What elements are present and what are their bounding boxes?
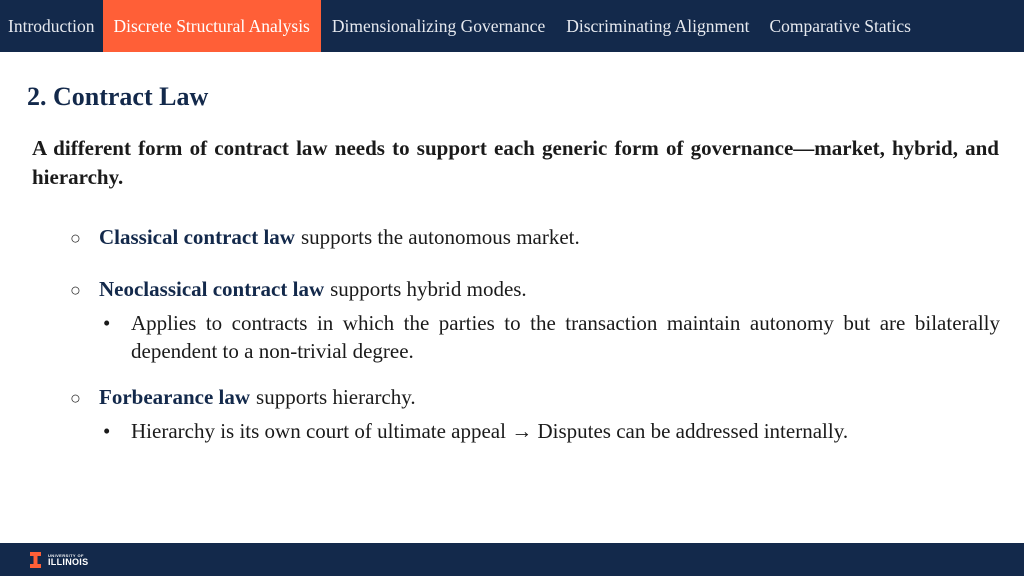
sub-point — [99, 309, 1000, 365]
list-item-neoclassical — [70, 274, 1000, 365]
block-i-icon — [30, 552, 41, 568]
bullet-icon: • — [103, 311, 111, 335]
top-navigation — [0, 0, 1024, 52]
list-item-forbearance — [70, 382, 1000, 445]
item-text: supports the autonomous market. — [300, 225, 580, 249]
term-neoclassical-contract-law: Neoclassical contract law — [99, 277, 325, 301]
circle-bullet-icon: ○ — [70, 280, 81, 300]
sub-point — [99, 417, 1000, 445]
tab-discriminating-alignment[interactable]: Discriminating Alignment — [566, 15, 750, 36]
logo-small-text: UNIVERSITY OF — [48, 552, 84, 558]
logo-big-text: ILLINOIS — [48, 556, 89, 567]
term-forbearance-law: Forbearance law — [99, 385, 251, 409]
list-item-classical — [70, 222, 1000, 253]
footer-bar — [0, 543, 1024, 576]
slide-title: 2. Contract Law — [27, 82, 209, 111]
circle-bullet-icon: ○ — [70, 388, 81, 408]
sub-point-text: Applies to contracts in which the parties to the transaction maintain autonomy but are bilaterally dependent to a non-trivial degree. — [131, 311, 1000, 363]
tab-introduction[interactable]: Introduction — [8, 15, 95, 36]
item-text: supports hybrid modes. — [330, 277, 527, 301]
item-text: supports hierarchy. — [256, 385, 416, 409]
bullet-icon: • — [103, 419, 111, 443]
circle-bullet-icon: ○ — [70, 228, 81, 248]
tab-dimensionalizing-governance[interactable]: Dimensionalizing Governance — [331, 15, 546, 36]
sub-point-text: Hierarchy is its own court of ultimate appeal → Disputes can be addressed internally. — [131, 419, 849, 443]
tab-discrete-structural-analysis[interactable]: Discrete Structural Analysis — [103, 0, 321, 52]
university-logo — [30, 552, 88, 568]
term-classical-contract-law: Classical contract law — [99, 225, 295, 249]
lead-statement: A different form of contract law needs to support each generic form of governance—market, hybrid, and hierarchy. — [32, 136, 999, 189]
tab-comparative-statics[interactable]: Comparative Statics — [769, 15, 911, 36]
